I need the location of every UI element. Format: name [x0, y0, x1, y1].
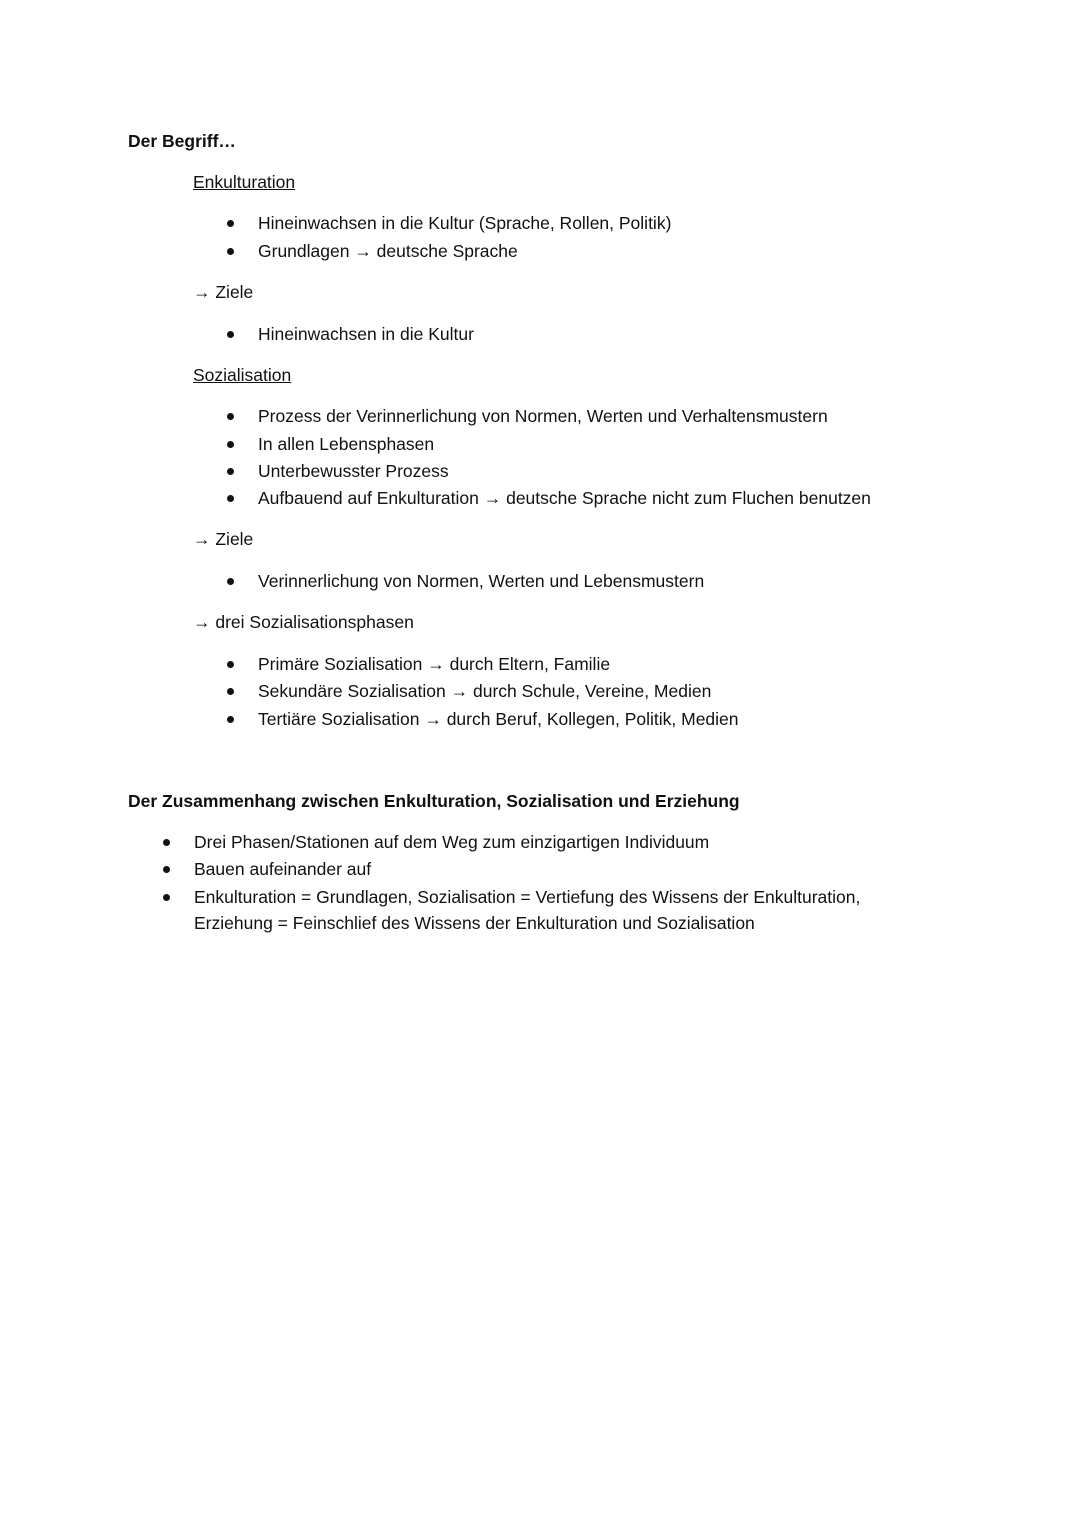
heading-zusammenhang: Der Zusammenhang zwischen Enkulturation, Sozialisation und Erziehung	[128, 791, 740, 811]
phasen-label: → drei Sozialisationsphasen	[193, 612, 414, 632]
list-item: Drei Phasen/Stationen auf dem Weg zum einzigartigen Individuum	[194, 832, 710, 852]
list-item: Hineinwachsen in die Kultur (Sprache, Rollen, Politik)	[258, 213, 672, 233]
list-item: Enkulturation = Grundlagen, Sozialisation = Vertiefung des Wissens der Enkulturation,	[194, 887, 861, 907]
bullet-icon	[227, 220, 234, 227]
list-item: Sekundäre Sozialisation → durch Schule, Vereine, Medien	[258, 681, 712, 701]
list-item: Hineinwachsen in die Kultur	[258, 324, 474, 344]
bullet-icon	[227, 716, 234, 723]
list-item: Aufbauend auf Enkulturation → deutsche Sprache nicht zum Fluchen benutzen	[258, 488, 871, 508]
bullet-icon	[227, 441, 234, 448]
list-item: Unterbewusster Prozess	[258, 461, 449, 481]
ziele-label: → Ziele	[193, 529, 254, 549]
list-item-continuation: Erziehung = Feinschlief des Wissens der Enkulturation und Sozialisation	[194, 913, 755, 933]
heading-der-begriff: Der Begriff…	[128, 131, 236, 151]
list-item: Primäre Sozialisation → durch Eltern, Familie	[258, 654, 611, 674]
list-item: Prozess der Verinnerlichung von Normen, Werten und Verhaltensmustern	[258, 406, 828, 426]
bullet-icon	[163, 894, 170, 901]
bullet-icon	[227, 331, 234, 338]
bullet-icon	[163, 866, 170, 873]
bullet-icon	[227, 248, 234, 255]
bullet-icon	[227, 688, 234, 695]
bullet-icon	[227, 413, 234, 420]
list-item: Tertiäre Sozialisation → durch Beruf, Kollegen, Politik, Medien	[258, 709, 739, 729]
bullet-icon	[227, 468, 234, 475]
list-item: Bauen aufeinander auf	[194, 859, 372, 879]
bullet-icon	[163, 839, 170, 846]
list-item: In allen Lebensphasen	[258, 434, 435, 454]
list-item: Grundlagen → deutsche Sprache	[258, 241, 518, 261]
list-item: Verinnerlichung von Normen, Werten und Lebensmustern	[258, 571, 705, 591]
ziele-label: → Ziele	[193, 282, 254, 302]
bullet-icon	[227, 578, 234, 585]
bullet-icon	[227, 661, 234, 668]
subheading-sozialisation: Sozialisation	[193, 365, 292, 385]
subheading-enkulturation: Enkulturation	[193, 172, 296, 192]
bullet-icon	[227, 495, 234, 502]
